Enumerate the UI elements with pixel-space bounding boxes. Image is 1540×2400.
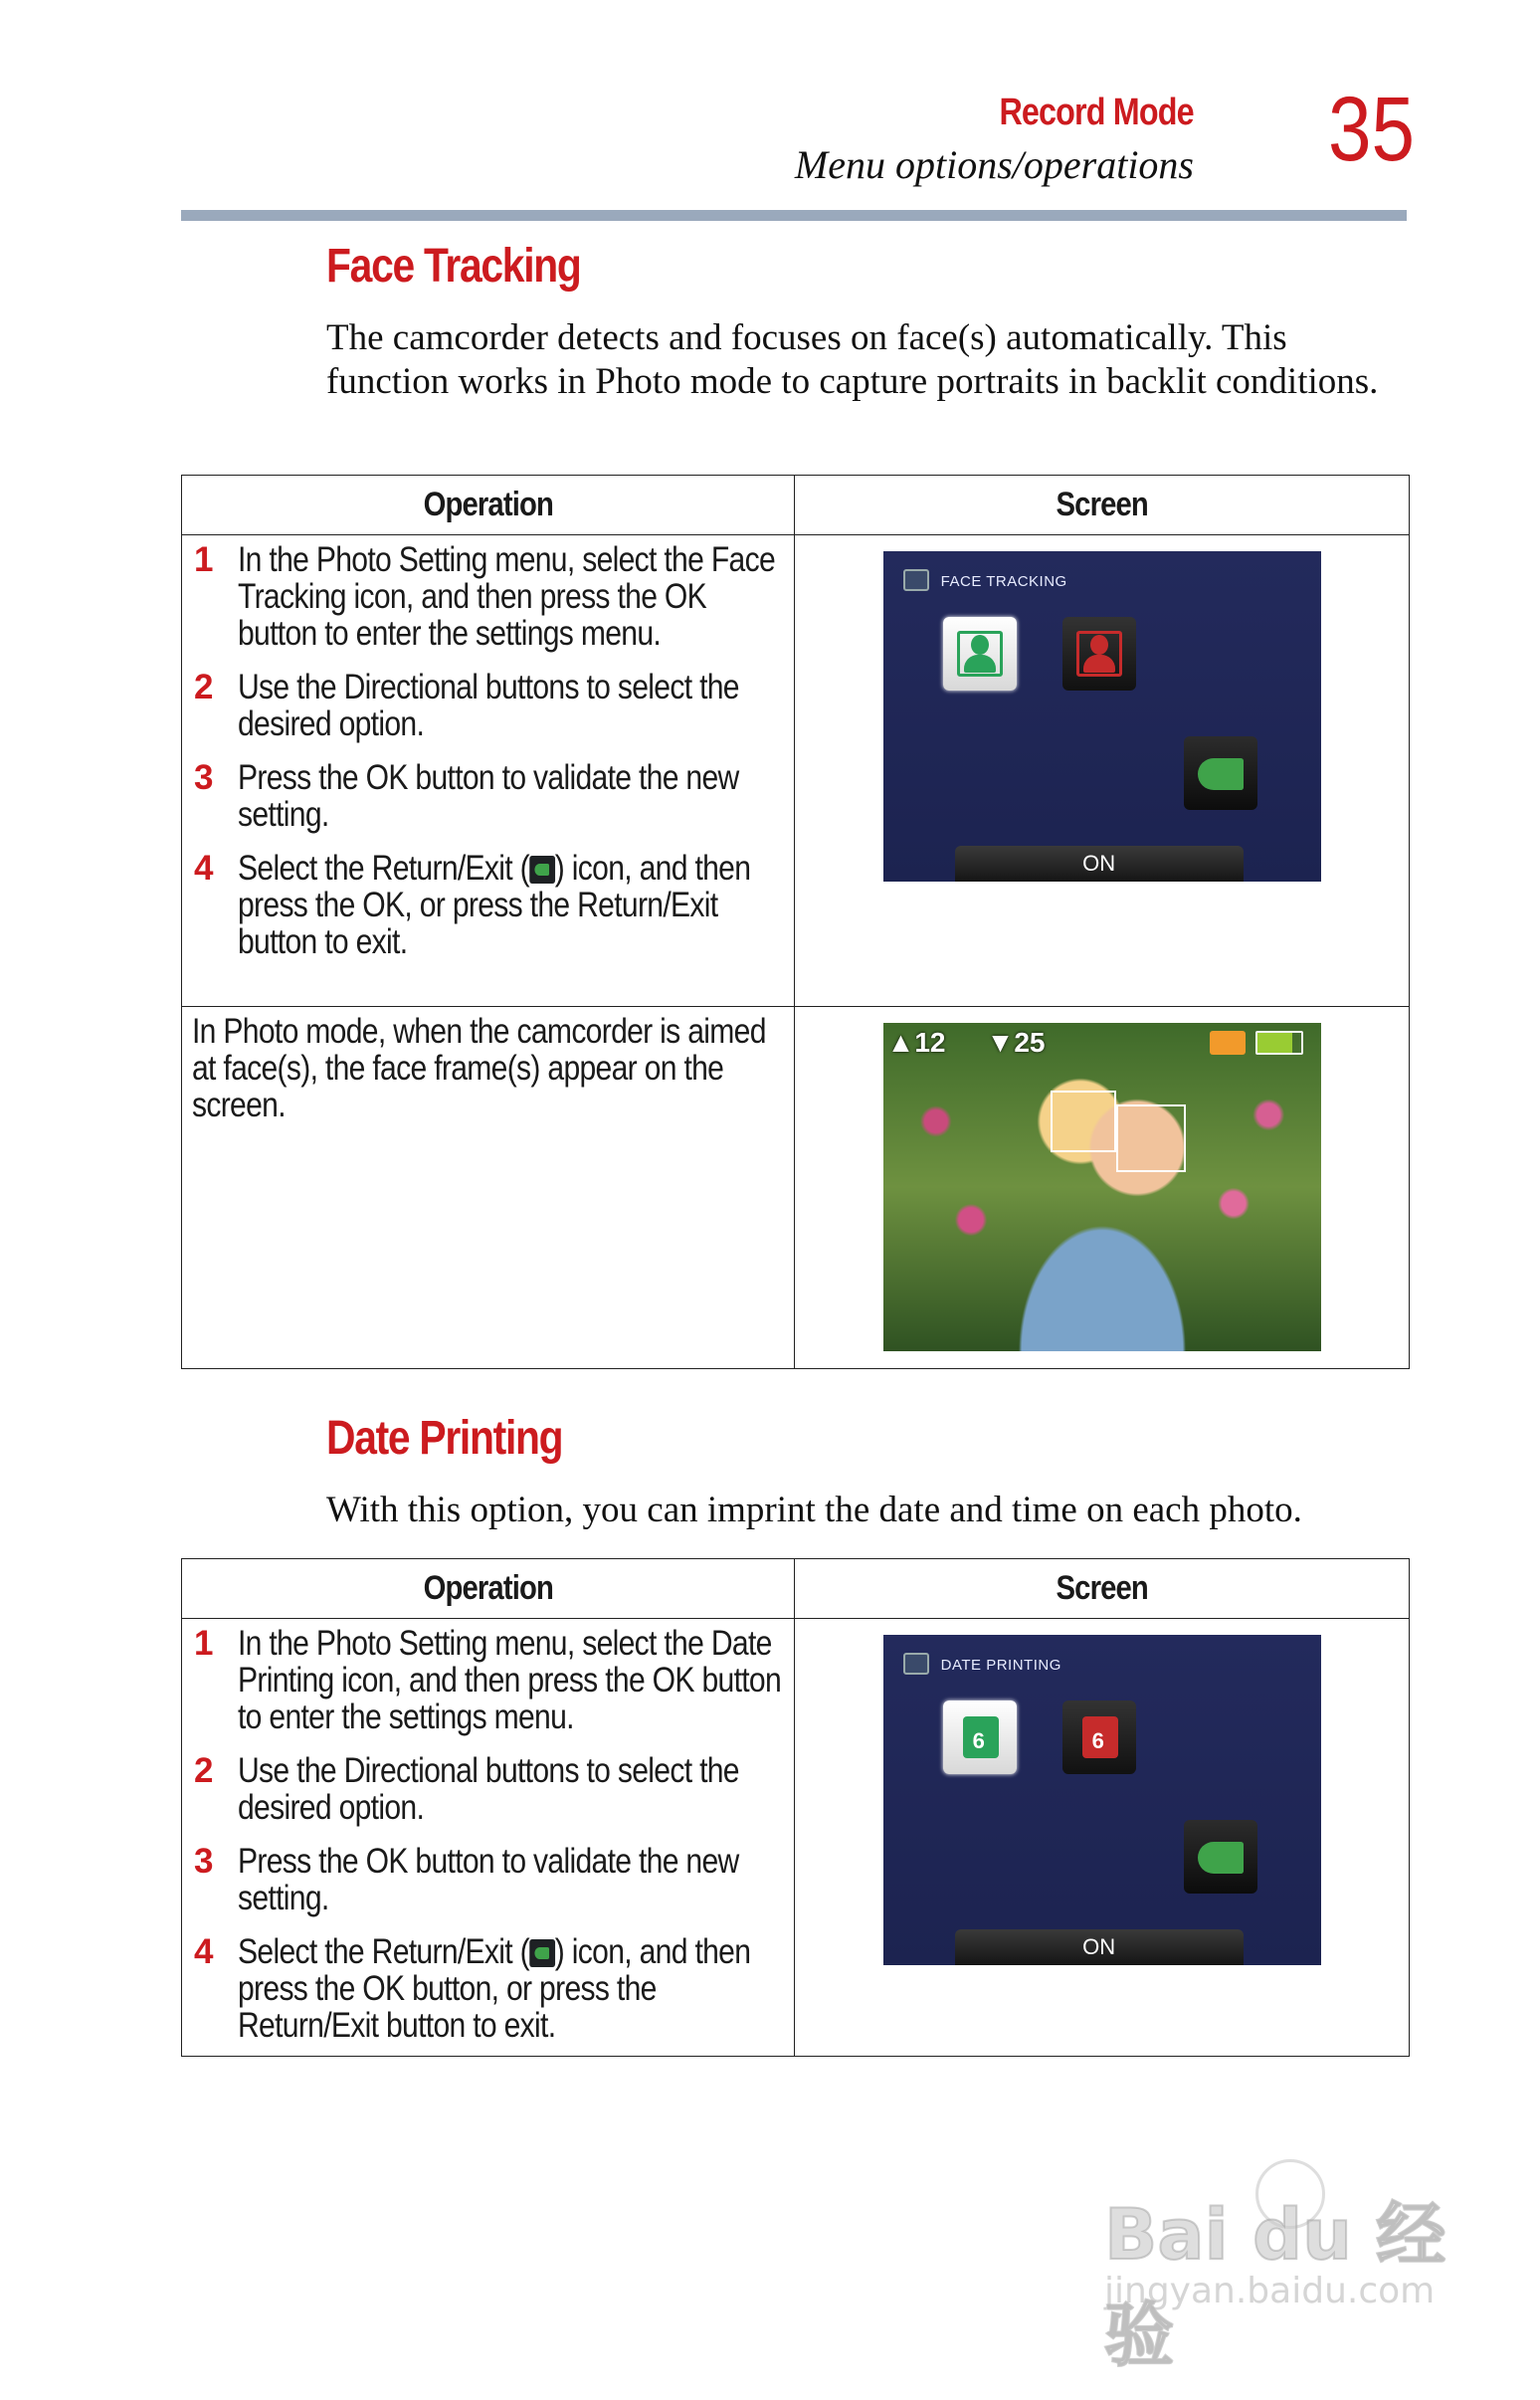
- return-icon: [1184, 736, 1257, 810]
- step-number: 1: [194, 1624, 213, 1663]
- screen-status-bar: ON: [955, 1929, 1244, 1965]
- step-number: 2: [194, 668, 213, 706]
- step-text: Select the Return/Exit ( ) icon, and then press the OK button, or press the Return/Exit button to exit.: [238, 1932, 751, 2045]
- face-tracking-menu-screen: [883, 551, 1321, 882]
- step-number: 2: [194, 1751, 213, 1790]
- return-icon: [1184, 1820, 1257, 1894]
- face-tracking-on-option: [943, 617, 1017, 691]
- face-tracking-intro: The camcorder detects and focuses on face(s) automatically. This function works in Photo mode to capture portraits in backlit conditions.: [326, 317, 1379, 402]
- step-item: [194, 1752, 788, 1826]
- step-item: [194, 669, 788, 742]
- steps-list: [182, 535, 794, 972]
- hud-shots-remaining: ▲12: [886, 1027, 946, 1058]
- return-exit-icon: [529, 856, 555, 884]
- step-text: Use the Directional buttons to select the desired option.: [238, 668, 739, 743]
- screen-cell: [795, 1619, 1410, 2057]
- face-tracking-title: Face Tracking: [326, 240, 581, 293]
- date-printing-title: Date Printing: [326, 1412, 563, 1465]
- steps-list: [182, 1619, 794, 2056]
- screen-cell: [795, 1007, 1410, 1369]
- step-text: Press the OK button to validate the new setting.: [238, 758, 739, 834]
- step-item: [194, 541, 788, 652]
- face-tracking-menu-icon: [903, 569, 929, 591]
- operation-column-header: Operation: [182, 1559, 795, 1619]
- step-number: 4: [194, 1932, 213, 1971]
- screen-column-header: Screen: [795, 1559, 1410, 1619]
- screen-title: FACE TRACKING: [940, 573, 1067, 590]
- table-row: [182, 535, 1410, 1007]
- operation-column-header: Operation: [182, 476, 795, 535]
- screen-title: DATE PRINTING: [940, 1657, 1061, 1674]
- steps-cell: [182, 535, 795, 1007]
- note-cell: [182, 1007, 795, 1369]
- face-frame-adult: [1116, 1104, 1186, 1172]
- face-tracking-off-option: [1062, 617, 1136, 691]
- header-rule: [181, 210, 1407, 221]
- scene-mode-icon: [1210, 1031, 1246, 1055]
- screen-status-bar: ON: [955, 846, 1244, 882]
- step-item: [194, 759, 788, 833]
- table-row: [182, 1619, 1410, 2057]
- screen-column-header: Screen: [795, 476, 1410, 535]
- hud-resolution: ▼25: [986, 1027, 1046, 1058]
- watermark-main-text: Bai du 经验: [1104, 2194, 1446, 2376]
- step-text: Use the Directional buttons to select the desired option.: [238, 1751, 739, 1827]
- step-item: [194, 1843, 788, 1916]
- header-subsection-title: Menu options/operations: [794, 142, 1194, 187]
- step-number: 1: [194, 540, 213, 579]
- step-item: [194, 1933, 788, 2044]
- step-item: [194, 850, 788, 960]
- step-number: 3: [194, 758, 213, 797]
- face-tracking-preview-photo: [883, 1023, 1321, 1351]
- face-tracking-table: [181, 475, 1410, 1369]
- page-number: 35: [1328, 79, 1415, 180]
- date-printing-off-option: [1062, 1700, 1136, 1774]
- table-header-row: [182, 476, 1410, 535]
- step-number: 4: [194, 849, 213, 888]
- table-header-row: [182, 1559, 1410, 1619]
- date-printing-intro: With this option, you can imprint the date and time on each photo.: [326, 1490, 1302, 1530]
- date-printing-menu-screen: [883, 1635, 1321, 1965]
- step-item: [194, 1625, 788, 1735]
- date-printing-menu-icon: [903, 1653, 929, 1675]
- date-printing-table: [181, 1558, 1410, 2057]
- face-frame-note: In Photo mode, when the camcorder is aimed at face(s), the face frame(s) appear on the screen.: [192, 1012, 766, 1124]
- battery-icon: [1255, 1031, 1303, 1055]
- face-frame-child: [1051, 1091, 1116, 1152]
- table-row: [182, 1007, 1410, 1369]
- step-text: In the Photo Setting menu, select the Face Tracking icon, and then press the OK button to enter the settings menu.: [238, 540, 776, 653]
- watermark-url: jingyan.baidu.com: [1104, 2271, 1436, 2311]
- baidu-watermark: [1104, 2179, 1462, 2376]
- steps-cell: [182, 1619, 795, 2057]
- step-text: Select the Return/Exit ( ) icon, and then press the OK, or press the Return/Exit button to exit.: [238, 849, 751, 961]
- step-text: In the Photo Setting menu, select the Date Printing icon, and then press the OK button to enter the settings menu.: [238, 1624, 782, 1736]
- date-printing-on-option: [943, 1700, 1017, 1774]
- step-text: Press the OK button to validate the new setting.: [238, 1842, 739, 1917]
- screen-cell: [795, 535, 1410, 1007]
- step-number: 3: [194, 1842, 213, 1881]
- header-section-title: Record Mode: [999, 92, 1194, 133]
- return-exit-icon: [529, 1939, 555, 1967]
